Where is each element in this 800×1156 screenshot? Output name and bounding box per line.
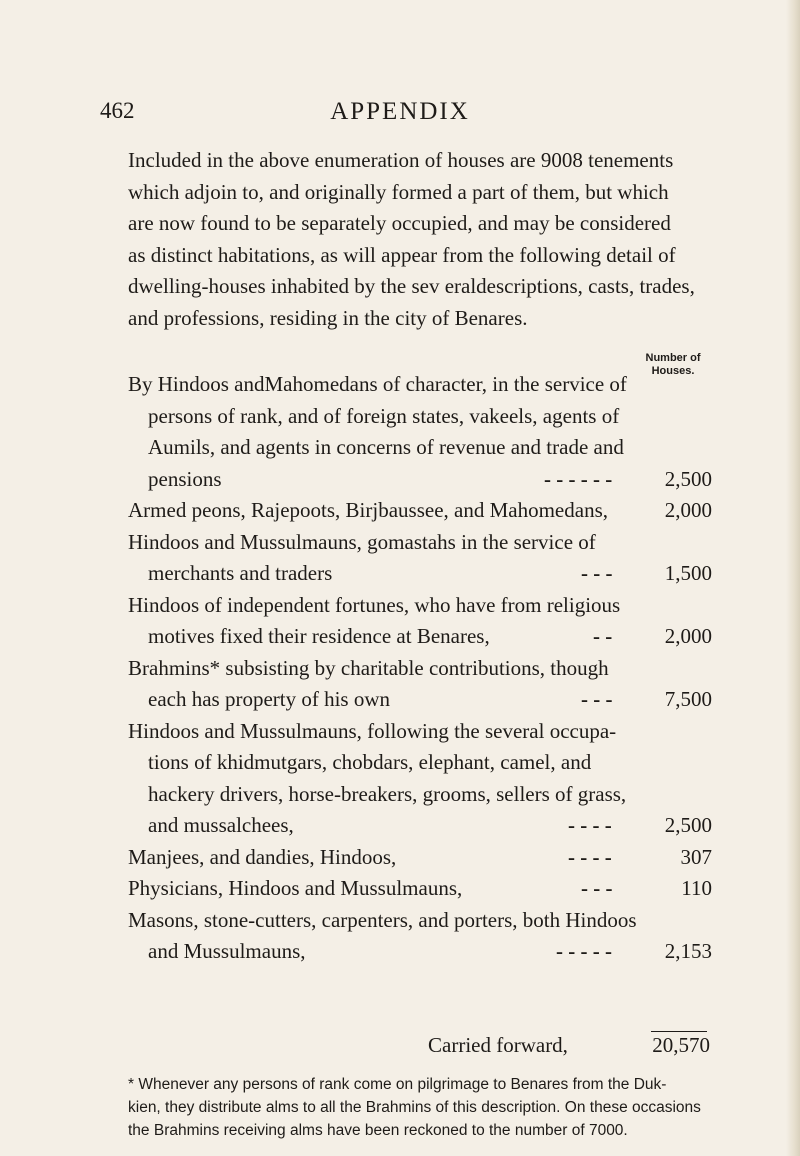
running-head: APPENDIX (330, 98, 470, 125)
intro-line: Included in the above enumeration of houses are 9008 tenements (128, 148, 674, 172)
table-row (128, 653, 712, 685)
row-leader-dashes: - - - - (568, 844, 612, 869)
row-description: By Hindoos andMahomedans of character, in the service of (128, 372, 627, 396)
table-row (128, 842, 712, 874)
carried-forward-label: Carried forward, (428, 1033, 568, 1057)
table-row (128, 558, 712, 590)
row-value: 7,500 (664, 687, 712, 711)
row-description: Hindoos and Mussulmauns, following the several occupa- (128, 718, 617, 743)
table-row (128, 495, 712, 527)
row-leader-dashes: - - - - - - (544, 466, 613, 491)
row-description: and Mussulmauns, (148, 939, 306, 963)
page-header (0, 98, 800, 132)
table-row (128, 747, 712, 779)
intro-line: which adjoin to, and originally formed a part of them, but which (128, 179, 669, 204)
row-value: 2,000 (664, 624, 712, 648)
page-number: 462 (100, 98, 135, 123)
table-row (128, 873, 712, 905)
table-row (128, 464, 712, 496)
row-description: merchants and traders (148, 561, 333, 585)
table-row (128, 684, 712, 716)
row-value: 307 (680, 844, 712, 869)
column-header-line: Number of (645, 352, 701, 364)
row-description: and mussalchees, (148, 813, 294, 837)
row-description: motives fixed their residence at Benares, (148, 624, 490, 648)
row-description: Hindoos of independent fortunes, who have from religious (128, 592, 621, 617)
table-row (128, 716, 712, 748)
footnote (128, 1073, 714, 1142)
table-row (128, 369, 712, 401)
row-leader-dashes: - - - (581, 876, 613, 900)
table-row (128, 432, 712, 464)
page-edge-shadow (786, 0, 800, 1156)
row-value: 110 (681, 876, 712, 900)
row-leader-dashes: - - - - - (556, 939, 612, 963)
row-description: Hindoos and Mussulmauns, gomastahs in the service of (128, 529, 596, 554)
row-value: 2,000 (664, 498, 712, 522)
footnote-line: * Whenever any persons of rank come on pilgrimage to Benares from the Duk- (128, 1076, 667, 1093)
row-value: 2,500 (664, 466, 712, 491)
row-leader-dashes: - - (593, 624, 613, 648)
row-description: pensions (148, 466, 222, 491)
table-row (128, 401, 712, 433)
intro-line: are now found to be separately occupied, and may be considered (128, 211, 671, 235)
table-row (128, 810, 712, 842)
row-description: hackery drivers, horse-breakers, grooms, sellers of grass, (148, 781, 627, 806)
row-description: Armed peons, Rajepoots, Birjbaussee, and Mahomedans, (128, 498, 608, 522)
row-leader-dashes: - - - (581, 687, 613, 711)
carried-forward-value: 20,570 (652, 1033, 710, 1057)
table-row (128, 936, 712, 968)
row-leader-dashes: - - - (581, 561, 613, 585)
houses-table (128, 369, 712, 968)
table-row (128, 527, 712, 559)
footnote-line: the Brahmins receiving alms have been reckoned to the number of 7000. (128, 1122, 628, 1139)
row-description: tions of khidmutgars, chobdars, elephant, camel, and (148, 750, 592, 774)
row-description: Physicians, Hindoos and Mussulmauns, (128, 876, 463, 900)
table-row (128, 590, 712, 622)
row-leader-dashes: - - - - (568, 813, 612, 837)
intro-line: and professions, residing in the city of Benares. (128, 305, 528, 330)
table-row (128, 779, 712, 811)
table-row (128, 905, 712, 937)
carried-forward-row (0, 1031, 800, 1063)
row-value: 2,500 (664, 813, 712, 837)
row-description: Aumils, and agents in concerns of revenue and trade and (148, 435, 624, 459)
table-row (128, 621, 712, 653)
intro-paragraph (128, 145, 712, 334)
row-description: Brahmins* subsisting by charitable contributions, though (128, 655, 609, 680)
intro-line: dwelling-houses inhabited by the sev eraldescriptions, casts, trades, (128, 274, 695, 298)
row-value: 1,500 (664, 561, 712, 585)
footnote-line: kien, they distribute alms to all the Brahmins of this description. On these occasions (128, 1099, 701, 1116)
row-description: each has property of his own (148, 687, 391, 711)
row-description: Manjees, and dandies, Hindoos, (128, 844, 397, 869)
column-header-line: Houses. (651, 365, 695, 377)
row-description: persons of rank, and of foreign states, vakeels, agents of (148, 403, 620, 428)
row-description: Masons, stone-cutters, carpenters, and porters, both Hindoos (128, 907, 637, 932)
row-value: 2,153 (664, 939, 712, 963)
intro-line: as distinct habitations, as will appear from the following detail of (128, 242, 676, 267)
